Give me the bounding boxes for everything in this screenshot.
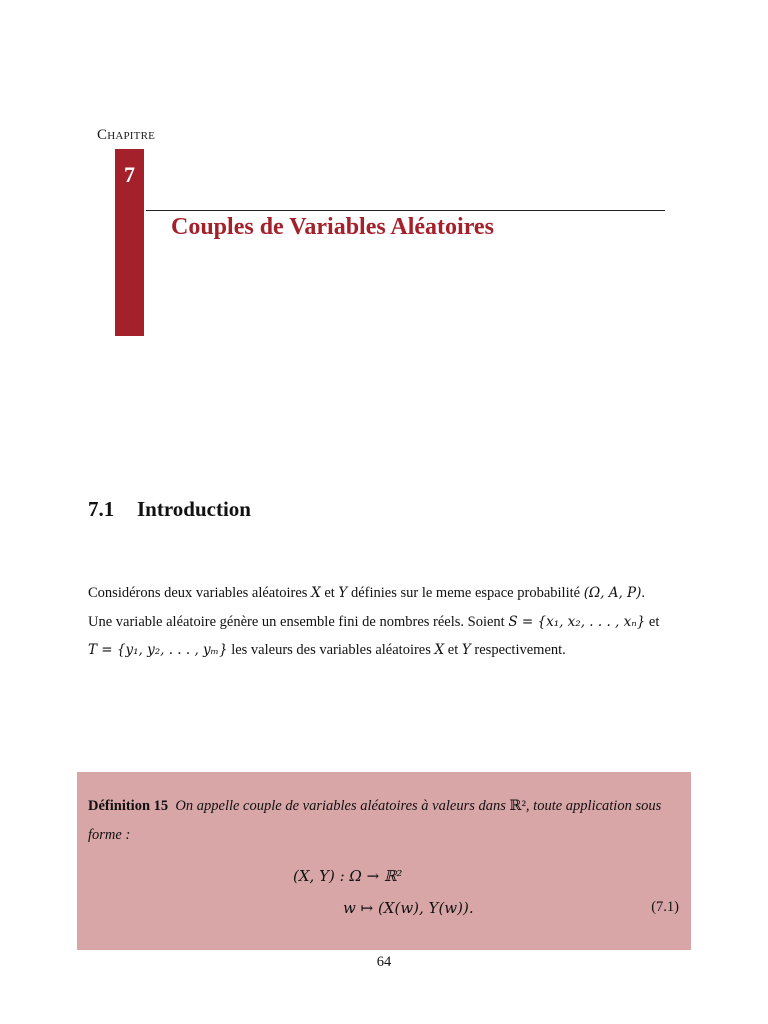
text-run: les valeurs des variables aléatoires — [227, 642, 435, 658]
math-set-s: S = {x₁, x₂, . . . , xₙ} — [508, 613, 646, 630]
paragraph-line-2 — [88, 608, 684, 637]
equation-number: (7.1) — [651, 899, 679, 915]
section-title: Introduction — [137, 497, 251, 521]
definition-box — [77, 772, 691, 950]
text-run: et — [645, 613, 660, 630]
chapter-label: Chapitre — [97, 127, 156, 143]
math-var-y: Y — [461, 642, 471, 658]
equation-line-2: w ↦ (X(w), Y(w)). — [343, 899, 474, 917]
math-probability-space: (Ω, A, P) — [583, 585, 642, 601]
text-run: et — [444, 642, 462, 658]
text-run: et — [320, 585, 339, 601]
equation-line-1: (X, Y) : Ω → ℝ² — [293, 867, 403, 885]
chapter-title-rule — [146, 210, 665, 211]
math-set-t: T = {y₁, y₂, . . . , yₘ} — [88, 642, 228, 658]
definition-line-2: forme : — [88, 827, 131, 843]
definition-label: Définition 15 — [88, 798, 169, 814]
definition-body: On appelle couple de variables aléatoires à valeurs dans — [175, 798, 510, 814]
text-run: définies sur le meme espace probabilité — [347, 585, 584, 601]
intro-paragraph — [88, 579, 684, 665]
definition-body: , toute application sous — [525, 798, 662, 814]
text-run: Une variable aléatoire génère un ensemble fini de nombres réels. Soient — [88, 613, 509, 630]
paragraph-line-1 — [88, 579, 684, 608]
chapter-number: 7 — [124, 162, 135, 187]
section-heading — [88, 497, 251, 522]
paragraph-line-3 — [88, 636, 684, 665]
page-number: 64 — [376, 954, 392, 970]
math-r2: ℝ² — [509, 798, 526, 814]
chapter-number-bar — [115, 149, 144, 336]
chapter-title: Couples de Variables Aléatoires — [171, 214, 494, 240]
text-run: respectivement. — [470, 642, 566, 658]
definition-line-1 — [88, 792, 680, 821]
text-run: . — [641, 585, 646, 601]
text-run: Considérons deux variables aléatoires — [88, 585, 312, 601]
definition-text — [88, 792, 680, 850]
math-var-x: X — [434, 642, 445, 658]
section-number: 7.1 — [88, 497, 115, 521]
math-var-x: X — [311, 585, 321, 601]
math-var-y: Y — [338, 585, 348, 601]
